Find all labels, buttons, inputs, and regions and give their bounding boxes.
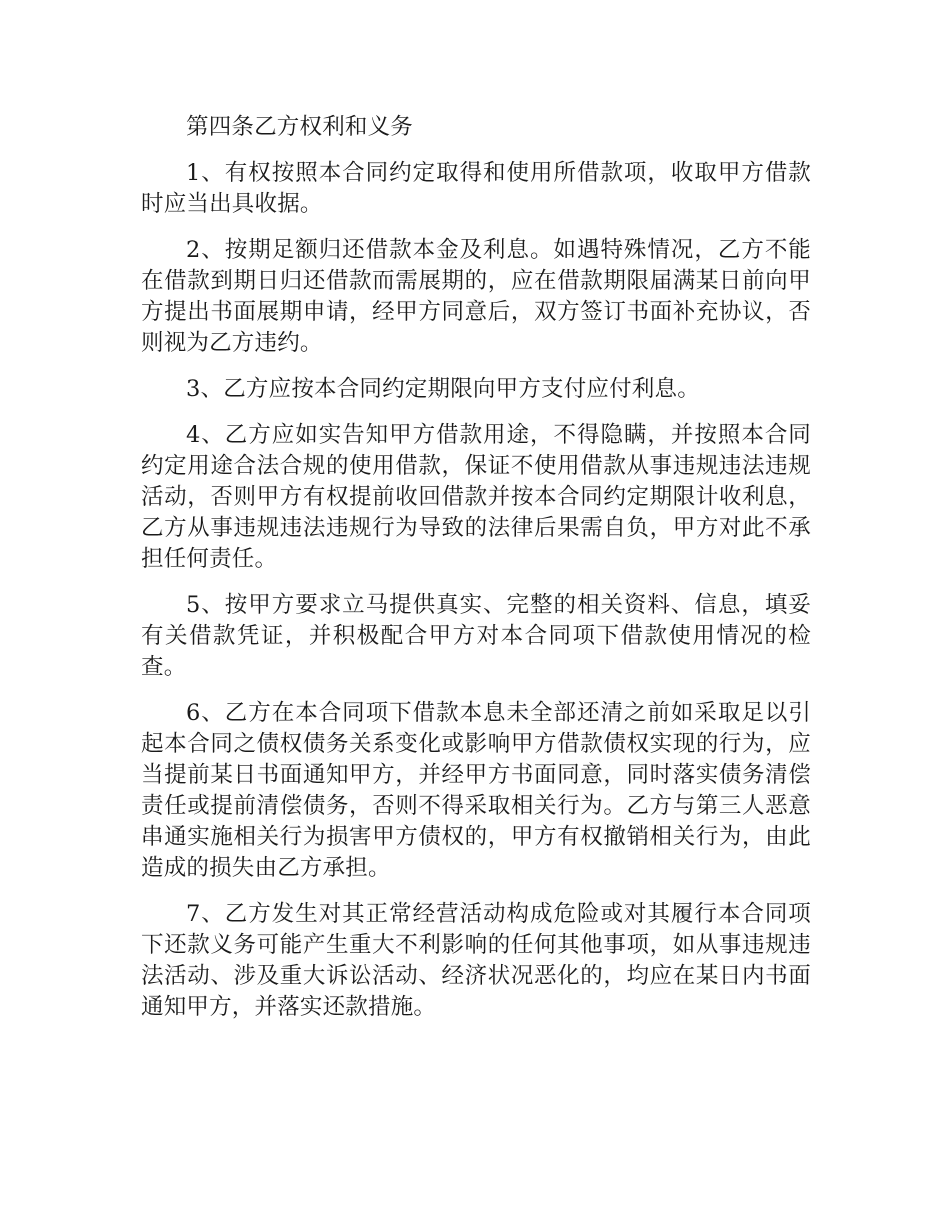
section-heading: 第四条乙方权利和义务 [186,114,414,140]
clause-3: 3、乙方应按本合同约定期限向甲方支付应付利息。 [186,376,700,402]
document-body [141,112,811,1038]
clause-2: 2、按期足额归还借款本金及利息。如遇特殊情况，乙方不能在借款到期日归还借款而需展期的，应在借款期限届满某日前向甲方提出书面展期申请，经甲方同意后，双方签订书面补充协议，否则视为乙方违约。 [141,237,811,356]
clause-1: 1、有权按照本合同约定取得和使用所借款项，收取甲方借款时应当出具收据。 [141,160,811,217]
clause-7: 7、乙方发生对其正常经营活动构成危险或对其履行本合同项下还款义务可能产生重大不利影响的任何其他事项，如从事违规违法活动、涉及重大诉讼活动、经济状况恶化的，均应在某日内书面通知甲方，并落实还款措施。 [141,901,811,1020]
clause-5: 5、按甲方要求立马提供真实、完整的相关资料、信息，填妥有关借款凭证，并积极配合甲方对本合同项下借款使用情况的检查。 [141,592,811,680]
clause-4: 4、乙方应如实告知甲方借款用途，不得隐瞒，并按照本合同约定用途合法合规的使用借款，保证不使用借款从事违规违法违规活动，否则甲方有权提前收回借款并按本合同约定期限计收利息，乙方从事违规违法违规行为导致的法律后果需自负，甲方对此不承担任何责任。 [141,422,811,572]
clause-6: 6、乙方在本合同项下借款本息未全部还清之前如采取足以引起本合同之债权债务关系变化或影响甲方借款债权实现的行为，应当提前某日书面通知甲方，并经甲方书面同意，同时落实债务清偿责任或提前清偿债务，否则不得采取相关行为。乙方与第三人恶意串通实施相关行为损害甲方债权的，甲方有权撤销相关行为，由此造成的损失由乙方承担。 [141,700,811,881]
